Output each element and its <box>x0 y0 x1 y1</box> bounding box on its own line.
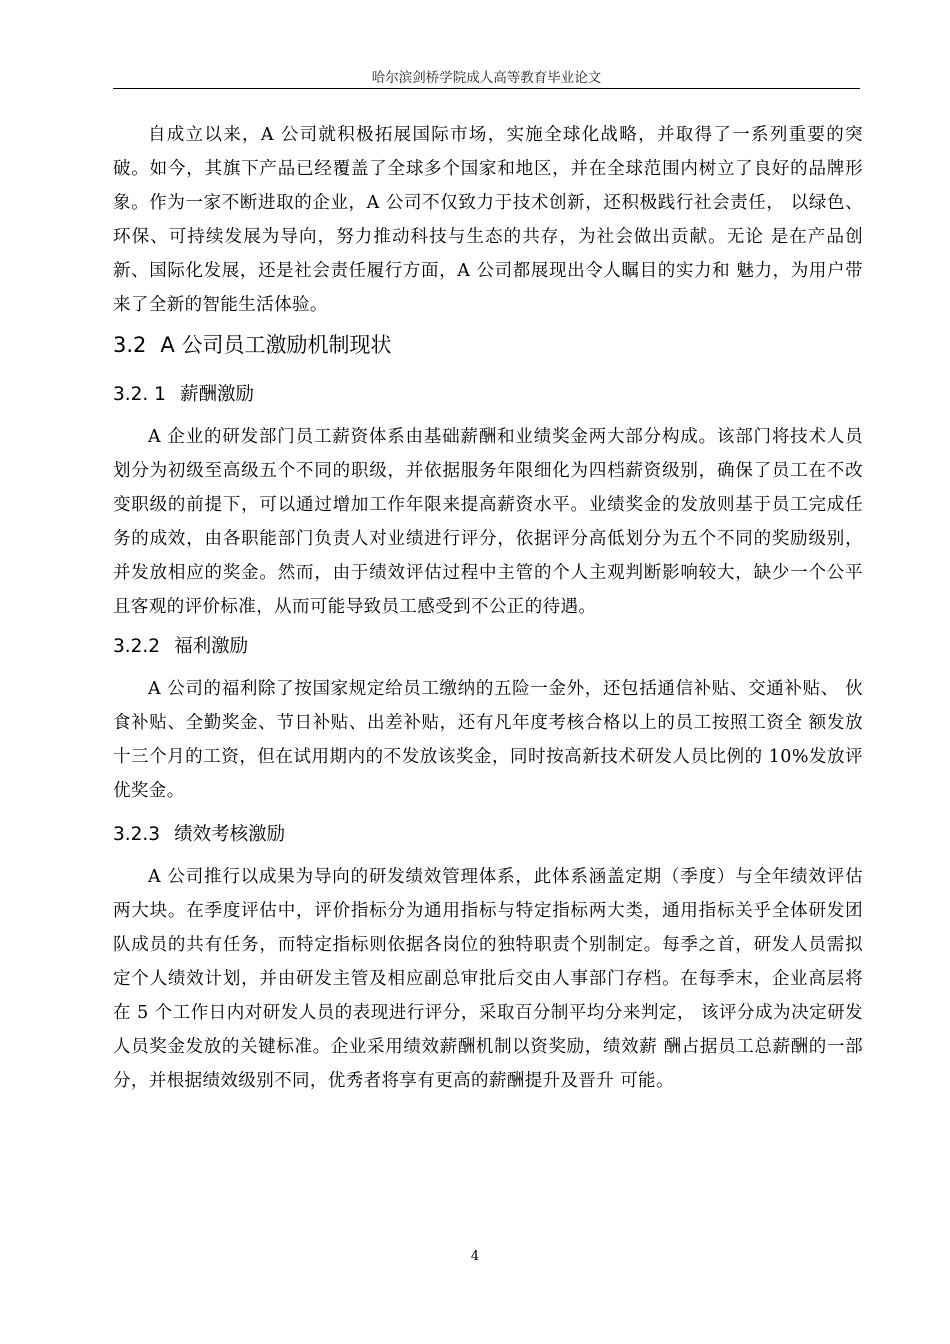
subsection-heading-3-2-2 <box>113 628 863 666</box>
performance-incentive-paragraph: A 公司推行以成果为导向的研发绩效管理体系，此体系涵盖定期（季度）与全年绩效评估两大块。在季度评估中，评价指标分为通用指标与特定指标两大类，通用指标关乎全体研发团队成员的共有任务，而特定指标则依据各岗位的独特职责个别制定。每季之首，研发人员需拟定个人绩效计划，并由研发主管及相应副总审批后交由人事部门存档。在每季末，企业高层将在 5 个工作日内对研发人员的表现进行评分，采取百分制平均分来判定， 该评分成为决定研发人员奖金发放的关键标准。企业采用绩效薪酬机制以资奖励，绩效薪 酬占据员工总薪酬的一部分，并根据绩效级别不同，优秀者将享有更高的薪酬提升及晋升 可能。 <box>113 867 863 1091</box>
subsection-title: 绩效考核激励 <box>174 824 286 845</box>
salary-incentive-paragraph: A 企业的研发部门员工薪资体系由基础薪酬和业绩奖金两大部分构成。该部门将技术人员划分为初级至高级五个不同的职级，并依据服务年限细化为四档薪资级别，确保了员工在不改变职级的前提下，可以通过增加工作年限来提高薪资水平。业绩奖金的发放则基于员工完成任务的成效，由各职能部门负责人对业绩进行评分，依据评分高低划分为五个不同的奖励级别，并发放相应的奖金。然而，由于绩效评估过程中主管的个人主观判断影响较大，缺少一个公平且客观的评价标准，从而可能导致员工感受到不公正的待遇。 <box>113 427 863 617</box>
page-body <box>113 118 863 1098</box>
subsection-title: 薪酬激励 <box>179 384 254 405</box>
subsection-heading-3-2-3 <box>113 816 863 854</box>
subsection-number: 3.2. 1 <box>113 384 166 405</box>
section-number: 3.2 <box>113 333 147 357</box>
header-rule <box>113 88 860 89</box>
intro-paragraph: 自成立以来，A 公司就积极拓展国际市场，实施全球化战略，并取得了一系列重要的突破。如今，其旗下产品已经覆盖了全球多个国家和地区，并在全球范围内树立了良好的品牌形象。作为一家不断进取的企业，A 公司不仅致力于技术创新，还积极践行社会责任， 以绿色、环保、可持续发展为导向，努力推动科技与生态的共存，为社会做出贡献。无论 是在产品创新、国际化发展，还是社会责任履行方面，A 公司都展现出令人瞩目的实力和 魅力，为用户带来了全新的智能生活体验。 <box>113 125 863 315</box>
subsection-number: 3.2.3 <box>113 824 161 845</box>
subsection-heading-3-2-1 <box>113 376 863 414</box>
section-heading-3-2 <box>113 324 863 366</box>
section-title: A 公司员工激励机制现状 <box>160 333 392 357</box>
running-header: 哈尔滨剑桥学院成人高等教育毕业论文 <box>371 70 602 86</box>
subsection-number: 3.2.2 <box>113 636 161 657</box>
welfare-incentive-paragraph: A 公司的福利除了按国家规定给员工缴纳的五险一金外，还包括通信补贴、交通补贴、 伙食补贴、全勤奖金、节日补贴、出差补贴，还有凡年度考核合格以上的员工按照工资全 额发放十三个月的工资，但在试用期内的不发放该奖金，同时按高新技术研发人员比例的 10%发放评优奖金。 <box>113 679 863 801</box>
page-number: 4 <box>470 1249 480 1264</box>
subsection-title: 福利激励 <box>174 636 249 657</box>
